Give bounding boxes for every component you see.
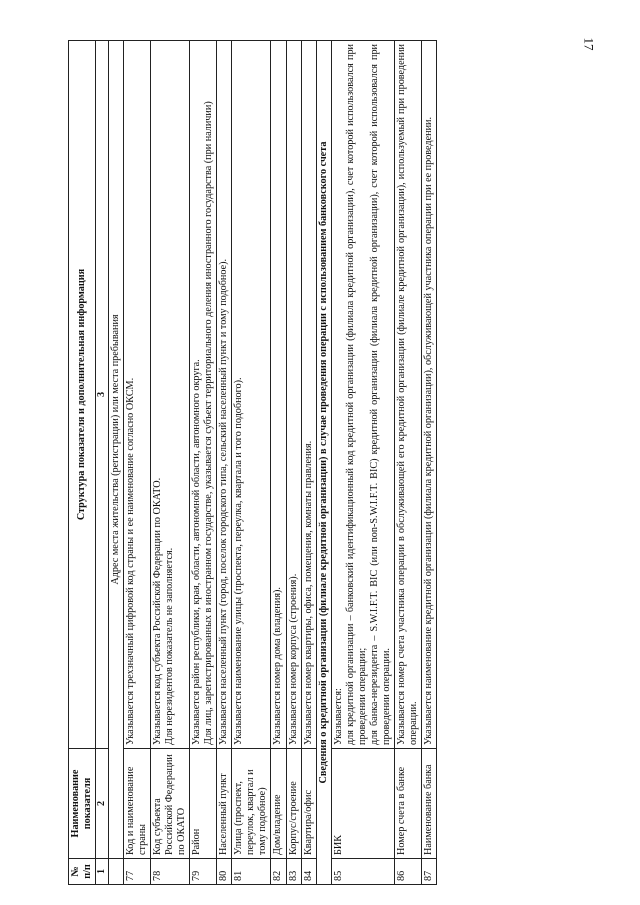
indicator-name: Квартира/офис bbox=[301, 749, 316, 859]
description-line: для банка-нерезидента – S.W.I.F.T. BIC (или non-S.W.I.F.T. BIC) кредитной организации (филиала кредитной организации), счет которой использовался при проведении операции. bbox=[368, 44, 392, 745]
indicator-description bbox=[271, 41, 286, 749]
description-line: Указывается код субъекта Российской Федерации по ОКАТО. bbox=[152, 477, 164, 745]
description-line: Указывается населенный пункт (город, поселок городского типа, сельский населенный пункт и тому подобное). bbox=[218, 258, 230, 745]
indicator-description bbox=[301, 41, 316, 749]
indicator-description bbox=[190, 41, 217, 749]
indicator-description bbox=[124, 41, 151, 749]
table-row bbox=[217, 41, 232, 885]
section-row-bank bbox=[316, 41, 331, 885]
description-line: Для лиц, зарегистрированных в иностранном государстве, указывается субъект территориального деления иностранного государства (при наличии) bbox=[203, 101, 215, 745]
page-number: 17 bbox=[581, 37, 597, 51]
table-row bbox=[394, 41, 421, 885]
indicator-name: Дом/владение bbox=[271, 749, 286, 859]
indicator-description bbox=[232, 41, 271, 749]
row-number: 81 bbox=[232, 859, 271, 885]
indicator-description bbox=[394, 41, 421, 749]
indicator-name: Улица (проспект, переулок, квартал и тому подобное) bbox=[232, 749, 271, 859]
indicator-name: БИК bbox=[331, 749, 394, 859]
colnum-1: 1 bbox=[96, 859, 109, 885]
row-number: 79 bbox=[190, 859, 217, 885]
description-line: Указывается номер квартиры, офиса, помещения, комнаты правления. bbox=[302, 440, 314, 745]
table-row bbox=[286, 41, 301, 885]
description-line: Указывается номер дома (владения). bbox=[272, 587, 284, 745]
table-row bbox=[232, 41, 271, 885]
row-number: 80 bbox=[217, 859, 232, 885]
rotated-table-container bbox=[68, 40, 524, 885]
indicator-description bbox=[151, 41, 190, 749]
row-number: 77 bbox=[124, 859, 151, 885]
description-line: Указывается номер корпуса (строения). bbox=[287, 573, 299, 745]
section-title-bank: Сведения о кредитной организации (филиале кредитной организации) в случае проведения операции с использованием банковского счета bbox=[316, 41, 331, 885]
table-row bbox=[271, 41, 286, 885]
row-number: 83 bbox=[286, 859, 301, 885]
description-line: Указывается: bbox=[332, 688, 344, 745]
indicator-name: Район bbox=[190, 749, 217, 859]
indicator-name: Наименование банка bbox=[421, 749, 436, 859]
header-number: № п/п bbox=[69, 859, 96, 885]
table-row bbox=[124, 41, 151, 885]
header-name: Наименование показателя bbox=[69, 749, 96, 859]
indicator-description bbox=[286, 41, 301, 749]
colnum-2: 2 bbox=[96, 749, 109, 859]
indicator-name: Населенный пункт bbox=[217, 749, 232, 859]
bank-rows bbox=[316, 41, 436, 885]
indicator-description bbox=[331, 41, 394, 749]
colnum-3: 3 bbox=[96, 41, 109, 749]
table-row bbox=[301, 41, 316, 885]
address-rows bbox=[109, 41, 316, 885]
table-row bbox=[190, 41, 217, 885]
row-number: 86 bbox=[394, 859, 421, 885]
table-header-row bbox=[69, 41, 96, 885]
row-number: 82 bbox=[271, 859, 286, 885]
description-line: Для нерезидентов показатель не заполняется. bbox=[164, 547, 176, 745]
description-line: Указывается наименование кредитной организации (филиала кредитной организации), обслуживающей участника операции при ее проведении. bbox=[422, 116, 434, 745]
row-number: 87 bbox=[421, 859, 436, 885]
row-number: 84 bbox=[301, 859, 316, 885]
header-structure: Структура показателя и дополнительная информация bbox=[69, 41, 96, 749]
section-title-address: Адрес места жительства (регистрации) или места пребывания bbox=[109, 41, 124, 859]
description-line: для кредитной организации – банковский идентификационный код кредитной организации (филиала кредитной организации), счет которой использовался при проведении операции; bbox=[344, 44, 368, 745]
indicator-table bbox=[68, 40, 437, 885]
description-line: Указывается район республики, края, области, автономной области, автономного округа. bbox=[191, 359, 203, 745]
description-line: Указывается номер счета участника операции в обслуживающей его кредитной организации (филиале кредитной организации), используемый при проведении операции. bbox=[395, 44, 419, 745]
row-number: 85 bbox=[331, 859, 394, 885]
indicator-name: Код и наименование страны bbox=[124, 749, 151, 859]
description-line: Указывается трехзначный цифровой код страны и ее наименование согласно ОКСМ. bbox=[125, 377, 137, 745]
indicator-name: Корпус/строение bbox=[286, 749, 301, 859]
column-number-row bbox=[96, 41, 109, 885]
table-row bbox=[421, 41, 436, 885]
table-row bbox=[151, 41, 190, 885]
description-line: Указывается наименование улицы (проспекта, переулка, квартала и того подобного). bbox=[233, 377, 245, 745]
indicator-name: Номер счета в банке bbox=[394, 749, 421, 859]
indicator-description bbox=[217, 41, 232, 749]
section-row-address bbox=[109, 41, 124, 885]
table-row bbox=[331, 41, 394, 885]
indicator-name: Код субъекта Российской Федерации по ОКАТО bbox=[151, 749, 190, 859]
indicator-description bbox=[421, 41, 436, 749]
row-number: 78 bbox=[151, 859, 190, 885]
